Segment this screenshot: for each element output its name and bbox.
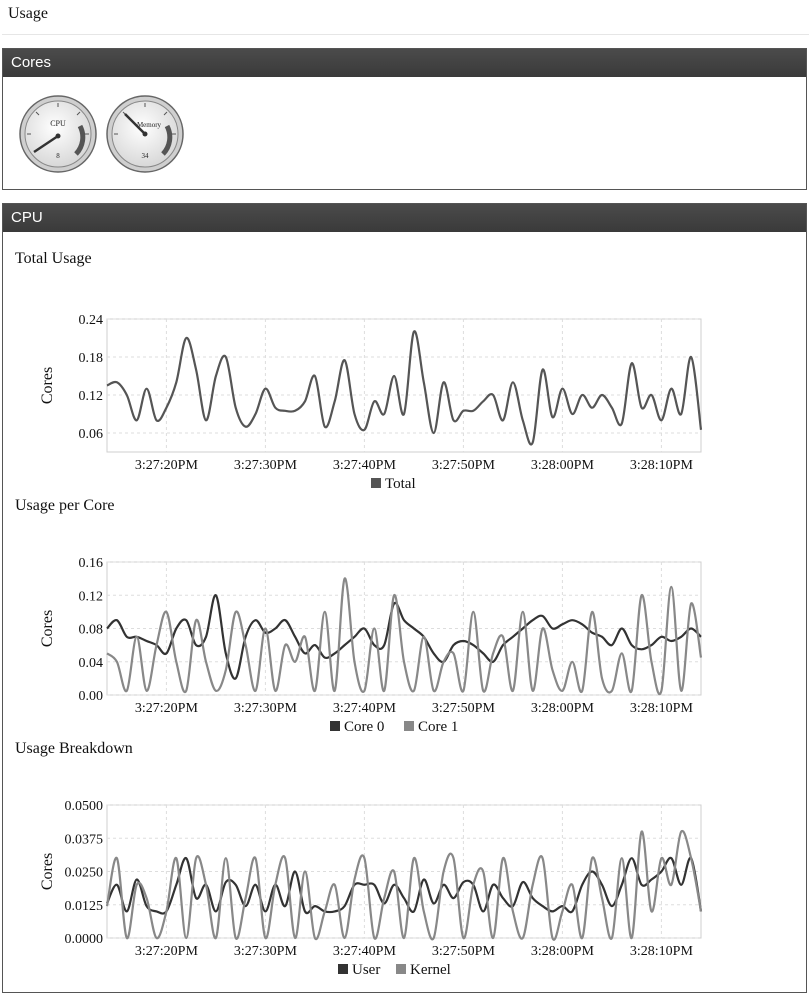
legend-label: User bbox=[352, 962, 381, 978]
legend-label: Kernel bbox=[410, 962, 451, 978]
series-line-total bbox=[107, 331, 701, 444]
cpu-gauge-value: 8 bbox=[56, 152, 60, 160]
y-tick-label: 0.06 bbox=[78, 427, 103, 442]
memory-gauge bbox=[105, 94, 185, 174]
usage-breakdown-chart bbox=[3, 790, 806, 990]
cpu-panel-header: CPU bbox=[3, 204, 806, 232]
total-usage-chart bbox=[3, 294, 806, 504]
x-tick-label: 3:28:10PM bbox=[629, 944, 693, 959]
y-tick-label: 0.00 bbox=[78, 689, 103, 704]
x-tick-label: 3:27:50PM bbox=[431, 701, 495, 716]
legend-swatch bbox=[404, 721, 414, 731]
x-tick-label: 3:27:30PM bbox=[233, 701, 297, 716]
y-tick-label: 0.0250 bbox=[64, 865, 103, 881]
y-tick-label: 0.08 bbox=[78, 622, 103, 638]
x-tick-label: 3:28:00PM bbox=[530, 701, 594, 716]
y-axis-label: Cores bbox=[39, 609, 56, 648]
usage-per-core-title: Usage per Core bbox=[15, 497, 115, 514]
x-tick-label: 3:28:00PM bbox=[530, 944, 594, 959]
cores-panel-header: Cores bbox=[3, 49, 806, 77]
y-tick-label: 0.16 bbox=[78, 556, 103, 571]
x-tick-label: 3:27:30PM bbox=[233, 458, 297, 473]
x-tick-label: 3:27:50PM bbox=[431, 944, 495, 959]
title-divider bbox=[2, 34, 809, 35]
y-axis-label: Cores bbox=[39, 852, 56, 891]
plot-frame bbox=[107, 319, 701, 452]
y-tick-label: 0.0500 bbox=[64, 799, 103, 814]
y-tick-label: 0.0375 bbox=[64, 832, 103, 848]
cpu-gauge bbox=[18, 94, 98, 174]
x-tick-label: 3:27:40PM bbox=[332, 701, 396, 716]
x-tick-label: 3:27:30PM bbox=[233, 944, 297, 959]
y-axis-label: Cores bbox=[39, 366, 56, 405]
x-tick-label: 3:27:50PM bbox=[431, 458, 495, 473]
y-tick-label: 0.24 bbox=[78, 313, 103, 328]
x-tick-label: 3:28:00PM bbox=[530, 458, 594, 473]
x-tick-label: 3:28:10PM bbox=[629, 701, 693, 716]
x-tick-label: 3:27:20PM bbox=[134, 701, 198, 716]
legend-label: Total bbox=[385, 476, 416, 492]
cores-panel bbox=[2, 48, 807, 190]
x-tick-label: 3:27:20PM bbox=[134, 944, 198, 959]
page-title: Usage bbox=[8, 5, 48, 22]
usage-breakdown-title: Usage Breakdown bbox=[15, 740, 133, 757]
legend-label: Core 0 bbox=[344, 719, 385, 735]
x-tick-label: 3:27:40PM bbox=[332, 458, 396, 473]
total-usage-title: Total Usage bbox=[15, 250, 92, 267]
x-tick-label: 3:27:20PM bbox=[134, 458, 198, 473]
y-tick-label: 0.12 bbox=[78, 589, 103, 605]
legend-swatch bbox=[338, 964, 348, 974]
x-tick-label: 3:28:10PM bbox=[629, 458, 693, 473]
cpu-gauge-label: CPU bbox=[50, 119, 66, 128]
y-tick-label: 0.18 bbox=[78, 351, 103, 366]
legend-swatch bbox=[371, 478, 381, 488]
y-tick-label: 0.04 bbox=[78, 655, 103, 671]
legend-swatch bbox=[330, 721, 340, 731]
cpu-panel bbox=[2, 203, 807, 993]
legend-swatch bbox=[396, 964, 406, 974]
y-tick-label: 0.12 bbox=[78, 389, 103, 404]
memory-gauge-label: Memory bbox=[136, 121, 162, 129]
y-tick-label: 0.0000 bbox=[64, 932, 103, 947]
x-tick-label: 3:27:40PM bbox=[332, 944, 396, 959]
y-tick-label: 0.0125 bbox=[64, 898, 103, 914]
series-line-kernel bbox=[107, 831, 701, 940]
usage-per-core-chart bbox=[3, 542, 806, 752]
legend-label: Core 1 bbox=[418, 719, 459, 735]
memory-gauge-value: 34 bbox=[141, 152, 149, 160]
